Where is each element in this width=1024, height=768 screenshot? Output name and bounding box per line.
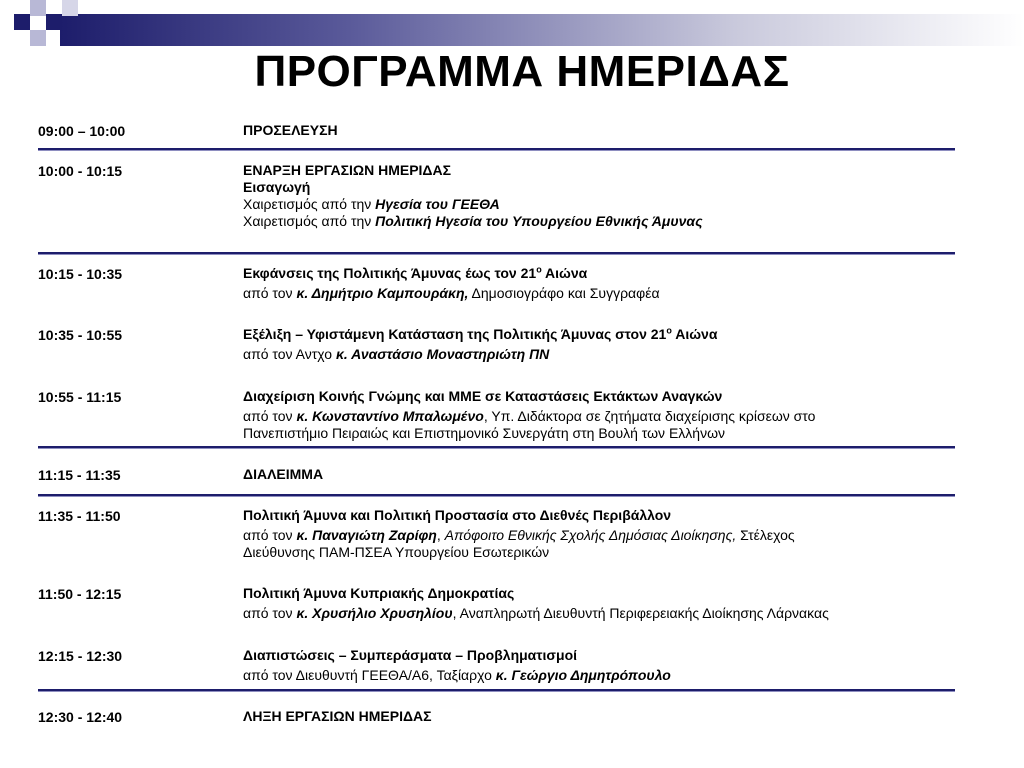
- agenda-heading: ΕΝΑΡΞΗ ΕΡΓΑΣΙΩΝ ΗΜΕΡΙΔΑΣ: [243, 162, 452, 178]
- speaker-name: κ. Παναγιώτη Ζαρίφη: [296, 527, 437, 543]
- agenda-item: [243, 162, 973, 230]
- agenda-item: [243, 585, 973, 622]
- row-divider: [38, 252, 955, 254]
- speaker-name: κ. Δημήτριο Καμπουράκη,: [296, 285, 469, 301]
- agenda-heading: Διαπιστώσεις – Συμπεράσματα – Προβληματισμοί: [243, 647, 578, 663]
- heading-text: Αιώνα: [671, 326, 718, 342]
- title-decoration: [0, 0, 1024, 46]
- speaker-title: Απόφοιτο Εθνικής Σχολής Δημόσιας Διοίκησης,: [444, 527, 737, 543]
- agenda-item: [243, 647, 973, 684]
- ordinal-sup: ο: [536, 264, 542, 275]
- time-slot: 10:55 - 11:15: [38, 389, 122, 405]
- agenda-heading: ΔΙΑΛΕΙΜΜΑ: [243, 466, 324, 482]
- ordinal-sup: ο: [666, 325, 672, 336]
- agenda-line: [243, 408, 973, 425]
- agenda-heading: ΛΗΞΗ ΕΡΓΑΣΙΩΝ ΗΜΕΡΙΔΑΣ: [243, 708, 432, 724]
- line-text: ,: [436, 527, 445, 543]
- agenda-line: [243, 196, 973, 213]
- agenda-line: Διεύθυνσης ΠΑΜ-ΠΣΕΑ Υπουργείου Εσωτερικών: [243, 544, 550, 560]
- agenda-heading: Πολιτική Άμυνα Κυπριακής Δημοκρατίας: [243, 585, 515, 601]
- agenda-heading: [243, 265, 973, 282]
- decor-square: [14, 14, 30, 30]
- time-slot: 10:00 - 10:15: [38, 163, 123, 179]
- heading-text: Αιώνα: [541, 265, 588, 281]
- time-slot: 10:35 - 10:55: [38, 327, 123, 343]
- agenda-line: [243, 527, 973, 544]
- line-text: , Αναπληρωτή Διευθυντή Περιφερειακής Διοίκησης Λάρνακας: [452, 605, 829, 621]
- agenda-heading: [243, 326, 973, 343]
- agenda-heading: Διαχείριση Κοινής Γνώμης και ΜΜΕ σε Καταστάσεις Εκτάκτων Αναγκών: [243, 388, 723, 404]
- time-slot: 11:50 - 12:15: [38, 586, 122, 602]
- agenda-heading: ΠΡΟΣΕΛΕΥΣΗ: [243, 122, 338, 138]
- row-divider: [38, 148, 955, 150]
- heading-text: Εκφάνσεις της Πολιτικής Άμυνας έως τον 21: [243, 265, 537, 281]
- line-text: από τον: [243, 408, 297, 424]
- speaker-name: κ. Χρυσήλιο Χρυσηλίου: [296, 605, 453, 621]
- line-text: από τον Διευθυντή ΓΕΕΘΑ/Α6, Ταξίαρχο: [243, 667, 496, 683]
- agenda-item: [243, 265, 973, 302]
- line-text: από τον Αντχο: [243, 346, 336, 362]
- decor-square: [30, 30, 46, 46]
- agenda-line: [243, 213, 973, 230]
- line-text: Χαιρετισμός από την: [243, 213, 376, 229]
- decor-square: [46, 14, 62, 30]
- speaker-name: κ. Κωνσταντίνο Μπαλωμένο: [296, 408, 484, 424]
- agenda-item: [243, 507, 973, 561]
- time-slot: 10:15 - 10:35: [38, 266, 123, 282]
- decor-square: [30, 0, 46, 16]
- agenda-subheading: Εισαγωγή: [243, 179, 311, 195]
- agenda-item: [243, 326, 973, 363]
- agenda-line: Πανεπιστήμιο Πειραιώς και Επιστημονικό Συνεργάτη στη Βουλή των Ελλήνων: [243, 425, 726, 441]
- time-slot: 11:35 - 11:50: [38, 508, 121, 524]
- agenda-line: [243, 667, 973, 684]
- speaker-name: κ. Γεώργιο Δημητρόπουλο: [495, 667, 671, 683]
- agenda-item: [243, 122, 973, 139]
- time-slot: 12:30 - 12:40: [38, 709, 123, 725]
- agenda-line: [243, 605, 973, 622]
- line-text: από τον: [243, 285, 297, 301]
- time-slot: 09:00 – 10:00: [38, 123, 126, 139]
- line-text: Χαιρετισμός από την: [243, 196, 376, 212]
- line-text: από τον: [243, 527, 297, 543]
- decor-square: [62, 0, 78, 16]
- agenda-heading: Πολιτική Άμυνα και Πολιτική Προστασία στο Διεθνές Περιβάλλον: [243, 507, 672, 523]
- row-divider: [38, 494, 955, 496]
- agenda-item: [243, 466, 973, 483]
- time-slot: 12:15 - 12:30: [38, 648, 123, 664]
- heading-text: Εξέλιξη – Υφιστάμενη Κατάσταση της Πολιτικής Άμυνας στον 21: [243, 326, 667, 342]
- line-text: , Υπ. Διδάκτορα σε ζητήματα διαχείρισης κρίσεων στο: [483, 408, 816, 424]
- speaker-name: Ηγεσία του ΓΕΕΘΑ: [375, 196, 500, 212]
- agenda-item: [243, 708, 973, 725]
- agenda-line: [243, 346, 973, 363]
- agenda-line: [243, 285, 973, 302]
- page-title: ΠΡΟΓΡΑΜΜΑ ΗΜΕΡΙΔΑΣ: [254, 47, 790, 96]
- row-divider: [38, 446, 955, 448]
- line-text: Δημοσιογράφο και Συγγραφέα: [468, 285, 660, 301]
- speaker-name: Πολιτική Ηγεσία του Υπουργείου Εθνικής Άμυνας: [375, 213, 703, 229]
- row-divider: [38, 689, 955, 691]
- time-slot: 11:15 - 11:35: [38, 467, 121, 483]
- agenda-item: [243, 388, 973, 442]
- line-text: από τον: [243, 605, 297, 621]
- line-text: Στέλεχος: [736, 527, 795, 543]
- speaker-name: κ. Αναστάσιο Μοναστηριώτη ΠΝ: [335, 346, 550, 362]
- gradient-bar: [60, 14, 1024, 46]
